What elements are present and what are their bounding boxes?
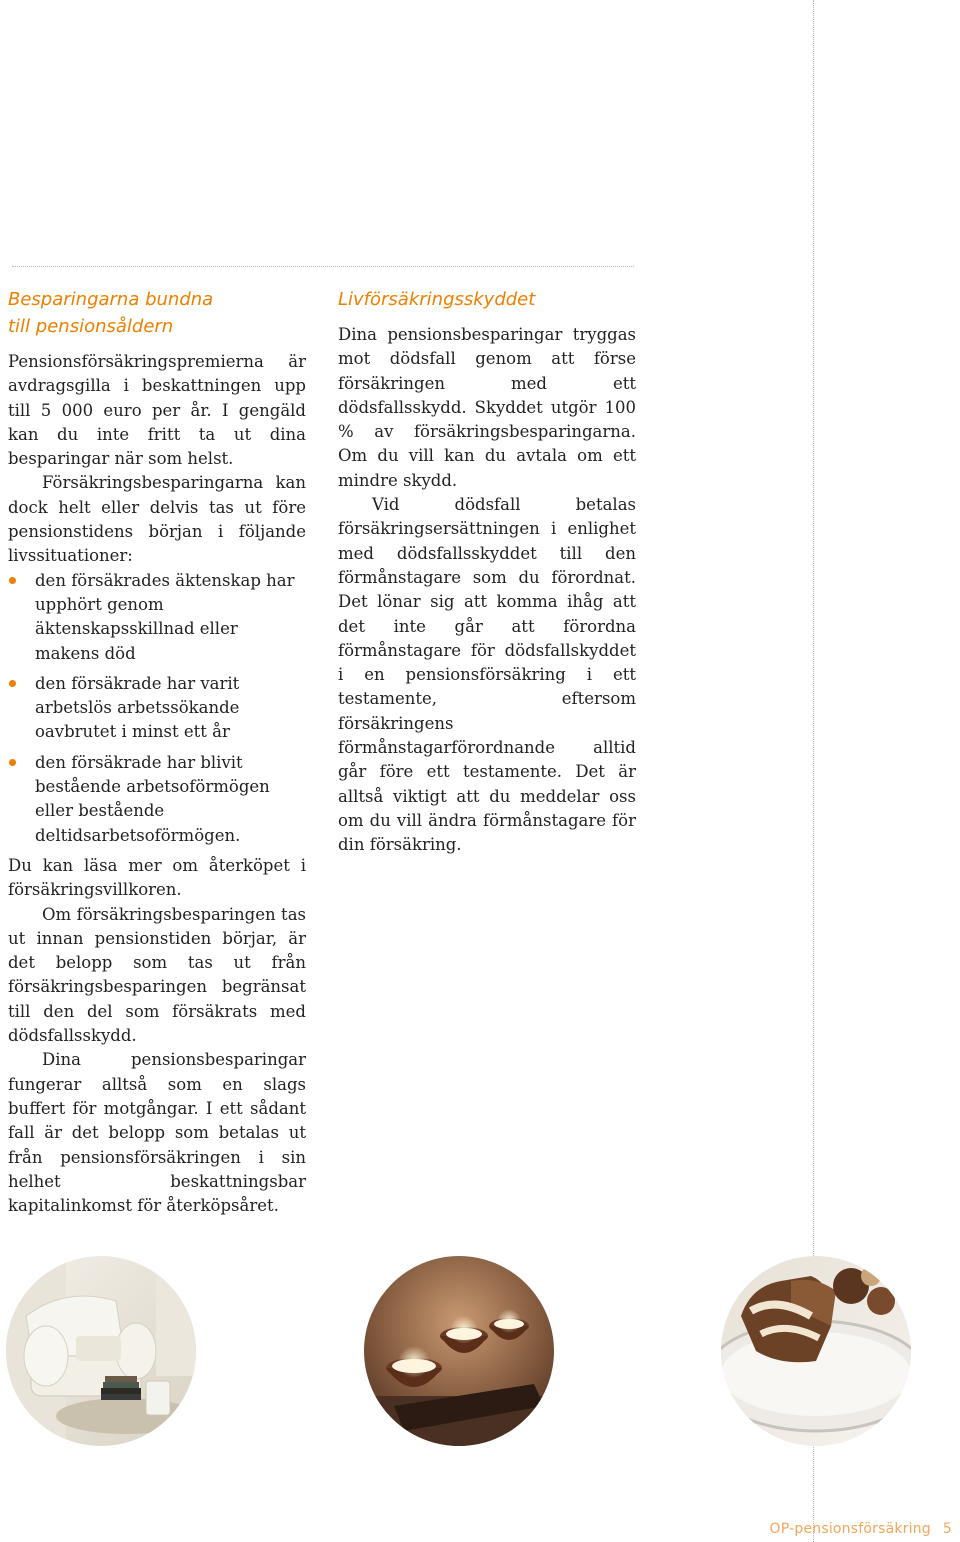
paragraph: Dina pensionsbesparingar tryggas mot dödsfall genom att förse försäkringen med ett dödsfallsskydd. Skyddet utgör 100 % av försäkringsbesparingarna. Om du vill kan du avtala om ett mindre skydd.: [338, 325, 636, 490]
paragraph: Dina pensionsbesparingar fungerar alltså som en slags buffert för motgångar. I ett sådant fall är det belopp som betalas ut från pensionsförsäkringen i sin helhet beskattningsbar kapitalinkomst för återköpsåret.: [8, 1050, 306, 1216]
list-item-text: den försäkrade har blivit bestående arbetsoförmögen eller bestående deltidsarbetsoförmögen.: [35, 752, 270, 845]
paragraph: Om försäkringsbesparingen tas ut innan pensionstiden börjar, är det belopp som tas ut från försäkringsbesparingen begränsat till den del som försäkrats med dödsfallsskydd.: [8, 904, 306, 1046]
bullet-icon: [9, 577, 16, 584]
section-heading-savings: [8, 286, 306, 340]
heading-line-2: till pensionsåldern: [8, 316, 174, 337]
armchair-photo: [6, 1256, 196, 1446]
list-item-text: den försäkrade har varit arbetslös arbetssökande oavbrutet i minst ett år: [35, 673, 240, 742]
page-footer: [770, 1521, 952, 1537]
candles-photo: [364, 1256, 554, 1446]
list-item: [8, 672, 306, 745]
left-column: [8, 286, 306, 1218]
chocolate-photo: [721, 1256, 911, 1446]
heading-line-1: Besparingarna bundna: [8, 289, 214, 310]
bullet-list: [8, 569, 306, 848]
section-heading-life-insurance: Livförsäkringsskyddet: [338, 289, 536, 310]
page-number: 5: [942, 1521, 952, 1537]
horizontal-dotted-divider: [12, 266, 634, 267]
paragraph: Pensionsförsäkringspremierna är avdragsgilla i beskattningen upp till 5 000 euro per år. I gengäld kan du inte fritt ta ut dina besparingar när som helst.: [8, 352, 306, 469]
footer-brand: OP-pensionsförsäkring: [769, 1521, 931, 1537]
paragraph: Du kan läsa mer om återköpet i försäkringsvillkoren.: [8, 855, 306, 900]
paragraph: Försäkringsbesparingarna kan dock helt eller delvis tas ut före pensionstidens början i följande livssituationer:: [8, 473, 306, 566]
right-column: [338, 286, 636, 858]
paragraph: Vid dödsfall betalas försäkringsersättningen i enlighet med dödsfallsskyddet till den förmånstagare som du förordnat. Det lönar sig att komma ihåg att det inte går att förordna förmånstagare för dödsfallskyddet i en pensionsförsäkring i ett testamente, eftersom försäkringens förmånstagarförordnande alltid går före ett testamente. Det är alltså viktigt att du meddelar oss om du vill ändra förmånstagare för din försäkring.: [338, 495, 636, 855]
bullet-icon: [9, 680, 16, 687]
bullet-icon: [9, 759, 16, 766]
list-item: [8, 569, 306, 666]
list-item: [8, 751, 306, 848]
list-item-text: den försäkrades äktenskap har upphört genom äktenskapsskillnad eller makens död: [35, 570, 295, 663]
